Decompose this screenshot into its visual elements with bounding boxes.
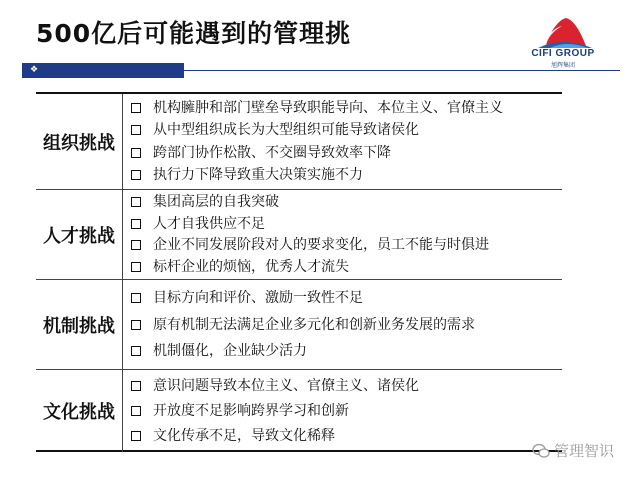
list-item [131,166,562,184]
challenge-table [36,92,562,452]
checkbox-icon [131,262,141,272]
item-text: 标杆企业的烦恼，优秀人才流失 [153,258,349,275]
header-accent-bar [22,63,184,78]
list-item [131,427,562,445]
list-item [131,316,562,334]
list-item [131,258,562,276]
checkbox-icon [131,148,141,158]
checkbox-icon [131,381,141,391]
list-item [131,236,562,254]
checkbox-icon [131,406,141,416]
list-item [131,144,562,162]
list-item [131,377,562,395]
item-text: 机制僵化，企业缺少活力 [153,343,307,360]
list-item [131,99,562,117]
item-text: 文化传承不足，导致文化稀释 [153,428,335,444]
checkbox-icon [131,219,141,229]
list-item [131,289,562,307]
list-item [131,402,562,420]
checkbox-icon [131,125,141,135]
category-label: 人才挑战 [36,190,123,279]
table-row-talent [36,189,562,279]
item-text: 集团高层的自我突破 [153,194,279,211]
item-text: 开放度不足影响跨界学习和创新 [153,403,349,419]
checkbox-icon [131,103,141,113]
item-list [123,94,562,189]
list-item [131,193,562,211]
table-row-culture [36,369,562,452]
checkbox-icon [131,431,141,441]
item-text: 机构臃肿和部门壁垒导致职能导向、本位主义、官僚主义 [153,99,503,116]
watermark [532,440,614,461]
checkbox-icon [131,293,141,303]
item-text: 企业不同发展阶段对人的要求变化，员工不能与时俱进 [153,237,489,254]
wechat-icon [532,443,550,459]
item-text: 人才自我供应不足 [153,215,265,232]
category-label: 组织挑战 [36,94,123,189]
table-row-mechanism [36,279,562,369]
logo-name: CIFI GROUP [531,48,595,59]
item-text: 执行力下降导致重大决策实施不力 [153,167,363,184]
item-text: 意识问题导致本位主义、官僚主义、诸侯化 [153,378,419,394]
checkbox-icon [131,346,141,356]
company-logo [508,12,618,72]
item-text: 目标方向和评价、激励一致性不足 [153,289,363,306]
item-list [123,280,562,369]
item-text: 原有机制无法满足企业多元化和创新业务发展的需求 [153,316,475,333]
item-text: 从中型组织成长为大型组织可能导致诸侯化 [153,122,419,139]
item-text: 跨部门协作松散、不交圈导致效率下降 [153,144,391,161]
checkbox-icon [131,320,141,330]
item-list [123,190,562,279]
item-list [123,370,562,452]
checkbox-icon [131,170,141,180]
list-item [131,215,562,233]
list-item [131,342,562,360]
logo-subtitle: 旭辉集团 [550,62,575,69]
checkbox-icon [131,197,141,207]
category-label: 文化挑战 [36,370,123,452]
checkbox-icon [131,240,141,250]
watermark-text: 管理智识 [554,442,615,460]
diamond-icon: ❖ [30,65,39,75]
page-title: 500亿后可能遇到的管理挑 [36,19,352,48]
list-item [131,121,562,139]
table-row-org [36,94,562,189]
category-label: 机制挑战 [36,280,123,369]
